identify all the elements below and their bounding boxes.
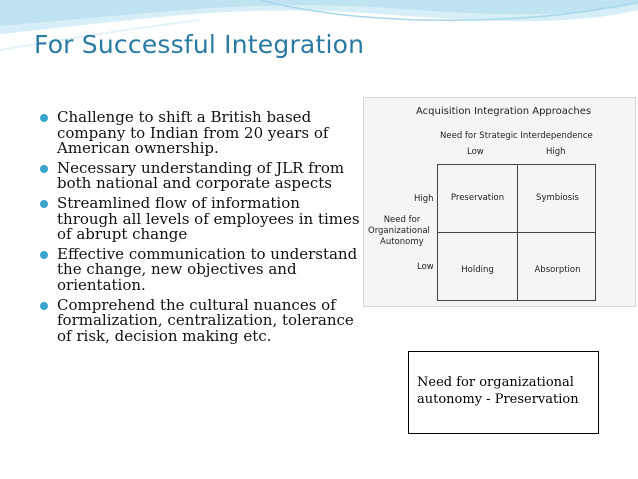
bullet-dot-icon <box>40 165 48 173</box>
cell-holding: Holding <box>461 265 494 275</box>
note-box: Need for organizational autonomy - Preservation <box>408 351 599 434</box>
bullet-item: Effective communication to understand the change, new objectives and orientation. <box>40 247 365 294</box>
bullet-item: Streamlined flow of information through all levels of employees in times of abrupt change <box>40 196 365 243</box>
bullet-dot-icon <box>40 251 48 259</box>
matrix-y-label-1: Need for <box>383 215 421 225</box>
matrix-y-label-2: Organizational <box>368 226 430 236</box>
bullet-item: Challenge to shift a British based company to Indian from 20 years of American ownership. <box>40 110 365 157</box>
matrix-x-low: Low <box>467 147 484 157</box>
bullet-dot-icon <box>40 114 48 122</box>
matrix-title: Acquisition Integration Approaches <box>416 106 592 117</box>
bullet-item: Necessary understanding of JLR from both national and corporate aspects <box>40 161 365 192</box>
matrix-y-label-3: Autonomy <box>380 237 424 247</box>
matrix-x-high: High <box>546 147 566 157</box>
bullet-dot-icon <box>40 302 48 310</box>
integration-matrix-image <box>363 97 636 307</box>
matrix-y-high: High <box>414 194 434 204</box>
slide-title: For Successful Integration <box>34 30 365 59</box>
cell-preservation: Preservation <box>450 193 505 203</box>
matrix-grid <box>437 164 596 301</box>
bullet-item: Comprehend the cultural nuances of formalization, centralization, tolerance of risk, decision making etc. <box>40 298 365 345</box>
bullet-list <box>40 110 365 348</box>
cell-absorption: Absorption <box>534 265 581 275</box>
cell-symbiosis: Symbiosis <box>536 193 579 203</box>
matrix-y-low: Low <box>417 262 434 272</box>
matrix-x-label: Need for Strategic Interdependence <box>440 131 593 141</box>
grid-divider <box>438 232 595 233</box>
bullet-dot-icon <box>40 200 48 208</box>
